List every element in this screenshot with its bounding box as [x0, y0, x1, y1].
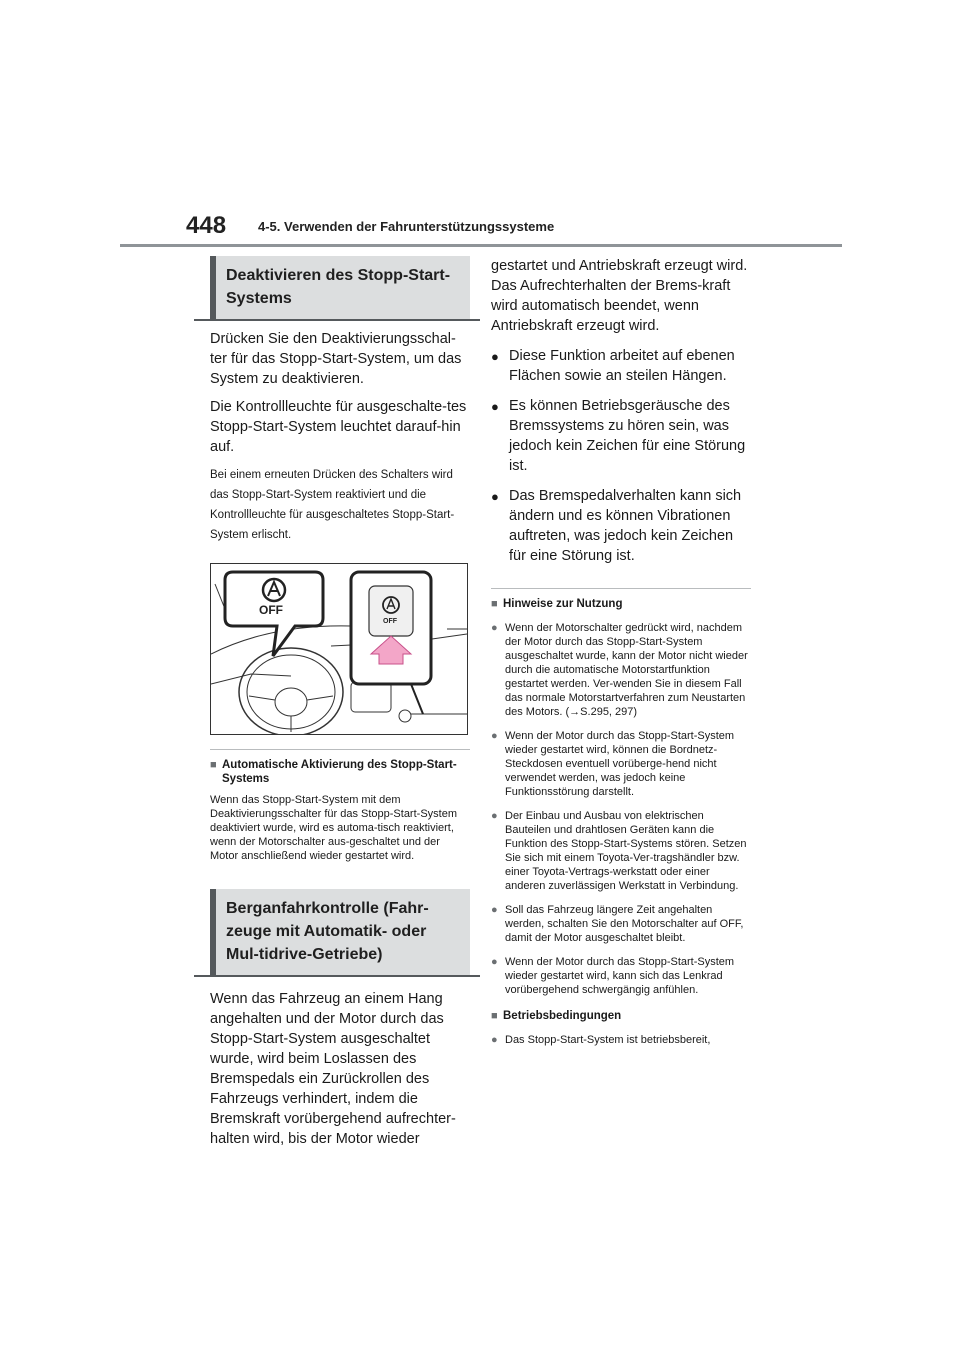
circle-bullet-icon: ●	[491, 956, 498, 968]
left-column	[210, 256, 470, 1149]
circle-bullet-icon: ●	[491, 622, 498, 634]
subsection-title: Betriebsbedingungen	[503, 1010, 622, 1022]
circle-bullet-icon: ●	[491, 904, 498, 916]
bullet-item	[491, 396, 751, 476]
chapter-title: 4-5. Verwenden der Fahrunterstützungssysteme	[258, 219, 555, 234]
paragraph: Die Kontrollleuchte für ausgeschalte-tes Stopp-Start-System leuchtet darauf-hin auf.	[210, 399, 467, 455]
subsection-text: Wenn das Stopp-Start-System mit dem Deaktivierungsschalter für das Stopp-Start-System deaktiviert wurde, wird es automa-tisch reaktiviert, wenn der Motorschalter aus-geschaltet und der Motor anschließend wieder gestartet wird.	[210, 794, 457, 862]
bullet-text: Diese Funktion arbeitet auf ebenen Flächen sowie an steilen Hängen.	[509, 348, 735, 384]
note-text: Wenn der Motor durch das Stopp-Start-System wieder gestartet wird, kann sich das Lenkrad vorübergehend schwergängig anfühlen.	[505, 956, 735, 996]
paragraph-small: Bei einem erneuten Drücken des Schalters wird das Stopp-Start-System reaktiviert und die Kontrollleuchte für ausgeschaltetes Stopp-Start-System erlischt.	[210, 469, 455, 541]
callout-off-label: OFF	[259, 603, 283, 617]
square-bullet-icon: ■	[210, 759, 217, 771]
note-item	[491, 955, 751, 997]
bullet-item	[491, 346, 751, 386]
subsection-title: Automatische Aktivierung des Stopp-Start-Systems	[222, 759, 457, 785]
note-text: Wenn der Motorschalter gedrückt wird, nachdem der Motor durch das Stopp-Start-System ausgeschaltet wurde, kann der Motor nicht wieder durch die automatische Motorstartfunktion gestartet werden. Ver-wenden Sie in diesem Fall das normale Motorstartverfahren zum Neustarten des Motors. (→S.295, 297)	[505, 622, 748, 718]
section-title: Berganfahrkontrolle (Fahr-zeuge mit Automatik- oder Mul-tidrive-Getriebe)	[226, 900, 429, 963]
note-item	[491, 621, 751, 719]
bullet-text: Es können Betriebsgeräusche des Bremssystems zu hören sein, was jedoch kein Zeichen für eine Störung ist.	[509, 398, 746, 474]
circle-bullet-icon: ●	[491, 810, 498, 822]
subsection-heading	[491, 597, 751, 611]
section-heading-deactivate	[210, 256, 470, 319]
section-heading-hill-start	[210, 889, 470, 975]
note-item	[491, 1033, 751, 1047]
note-item	[491, 809, 751, 893]
circle-bullet-icon: ●	[491, 1034, 498, 1046]
right-column	[491, 256, 751, 1047]
subsection-heading	[210, 758, 470, 786]
circle-bullet-icon: ●	[491, 730, 498, 742]
note-text: Der Einbau und Ausbau von elektrischen Bauteilen und drahtlosen Geräten kann die Funktion des Stopp-Start-Systems stören. Setzen Sie sich mit einem Toyota-Ver-tragshändler bzw. einer Toyota-Vertrags-werkstatt oder einer anderen zuverlässigen Werkstatt in Verbindung.	[505, 810, 747, 892]
dashboard-drawing	[211, 564, 467, 734]
note-item	[491, 903, 751, 945]
note-text: Das Stopp-Start-System ist betriebsbereit,	[505, 1034, 711, 1046]
paragraph: Drücken Sie den Deaktivierungsschal-ter für das Stopp-Start-System, um das System zu deaktivieren.	[210, 331, 462, 387]
bullet-dot-icon: ●	[491, 489, 499, 504]
square-bullet-icon: ■	[491, 598, 498, 610]
subsection-heading	[491, 1009, 751, 1023]
section-rule	[194, 975, 480, 977]
header-rule	[120, 244, 842, 247]
bullet-item	[491, 486, 751, 566]
page-number: 448	[186, 212, 227, 239]
paragraph: gestartet und Antriebskraft erzeugt wird. Das Aufrechterhalten der Brems-kraft wird automatisch beendet, wenn Antriebskraft erzeugt wird.	[491, 258, 748, 334]
note-text: Wenn der Motor durch das Stopp-Start-System wieder gestartet wird, können die Bordnetz-Steckdosen eventuell vorüberge-hend nicht verwendet werden, was jedoch keine Funktionsstörung darstellt.	[505, 730, 735, 798]
subsection-rule	[210, 749, 470, 750]
bullet-dot-icon: ●	[491, 349, 499, 364]
note-text: Soll das Fahrzeug längere Zeit angehalten werden, schalten Sie den Motorschalter auf OFF, damit der Motor ausgeschaltet bleibt.	[505, 904, 744, 944]
bullet-text: Das Bremspedalverhalten kann sich ändern und es können Vibrationen auftreten, was jedoch kein Zeichen für eine Störung ist.	[509, 488, 742, 564]
subsection-rule	[491, 588, 751, 589]
switch-off-label: OFF	[383, 618, 397, 625]
bullet-dot-icon: ●	[491, 399, 499, 414]
note-item	[491, 729, 751, 799]
paragraph: Wenn das Fahrzeug an einem Hang angehalten und der Motor durch das Stopp-Start-System ausgeschaltet wurde, wird beim Loslassen des Bremspedals ein Zurückrollen des Fahrzeugs verhindert, indem die Bremskraft vorübergehend aufrechter-halten wird, bis der Motor wieder	[210, 991, 456, 1147]
subsection-title: Hinweise zur Nutzung	[503, 598, 623, 610]
dashboard-illustration	[210, 563, 468, 735]
square-bullet-icon: ■	[491, 1010, 498, 1022]
section-rule	[194, 319, 480, 321]
section-title: Deaktivieren des Stopp-Start-Systems	[226, 267, 451, 307]
